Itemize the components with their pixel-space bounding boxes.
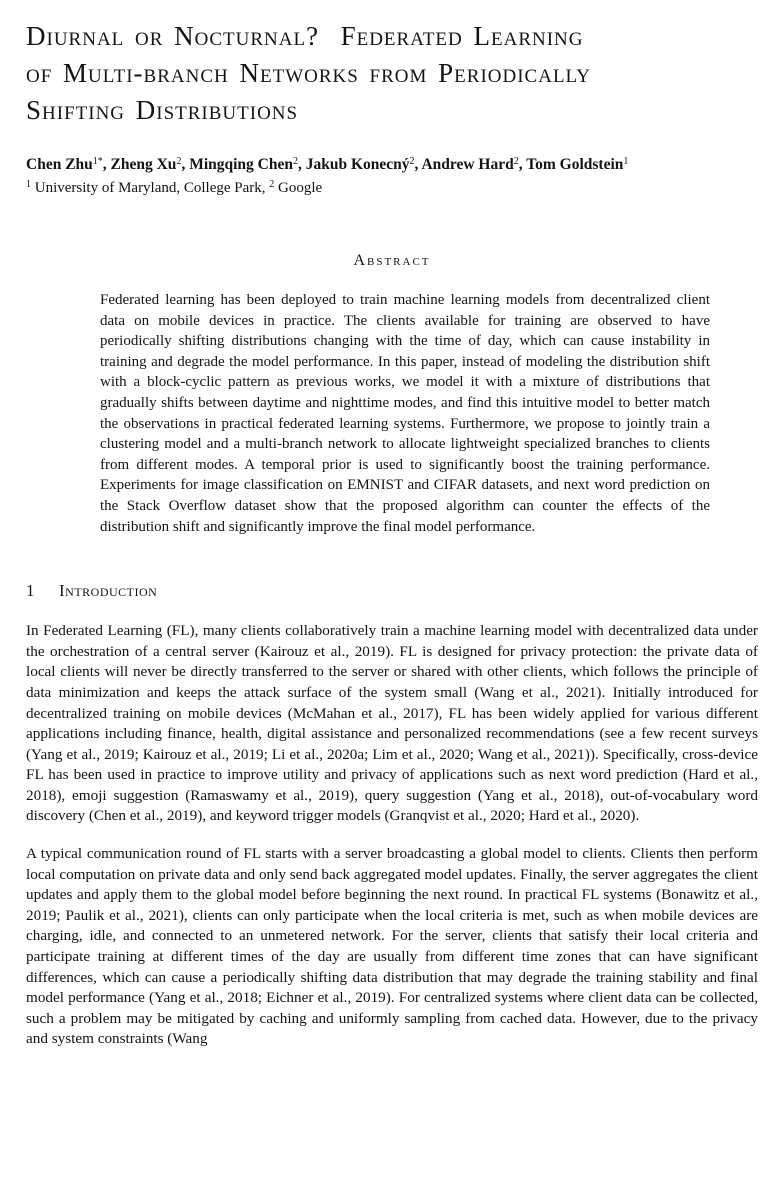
author-name: Mingqing Chen	[189, 156, 293, 173]
affiliation-text-1: University of Maryland, College Park,	[31, 180, 270, 196]
author-4	[306, 156, 422, 173]
section-heading-introduction	[26, 581, 758, 601]
title-line-2: of Multi-branch Networks from Periodically	[26, 58, 591, 88]
author-affiliation-sup: 2	[513, 156, 519, 167]
author-separator: ,	[181, 156, 190, 173]
author-name: Zheng Xu	[110, 156, 177, 173]
author-affiliation-sup: 1	[623, 156, 629, 167]
author-line	[26, 155, 758, 175]
section-title: Introduction	[59, 581, 158, 601]
author-separator: ,	[518, 156, 527, 173]
intro-paragraph-2: A typical communication round of FL starts with a server broadcasting a global model to clients. Clients then perform local computation on private data and only send back aggregated model updates. Finally, the server aggregates the client updates and apply them to the global model before beginning the next round. In practical FL systems (Bonawitz et al., 2019; Paulik et al., 2021), clients can only participate when the local criteria is met, such as when mobile devices are charging, idle, and connected to an unmetered network. For the server, clients that satisfy their local criteria and participate training at different times of the day are usually from different time zones that can have significant differences, which can cause a periodically shifting data distribution that may degrade the training stability and final model performance (Yang et al., 2018; Eichner et al., 2019). For centralized systems where client data can be collected, such a problem may be mitigated by caching and uniformly sampling from cached data. However, due to the privacy and system constraints (Wang	[26, 845, 758, 1048]
affiliation-text-2: Google	[274, 180, 323, 196]
affiliation-sup-2: 2	[269, 179, 275, 190]
paper-title	[26, 18, 758, 129]
author-affiliation-sup: 1*	[92, 156, 103, 167]
affiliation-sup-1: 1	[26, 179, 31, 190]
author-separator: ,	[414, 156, 422, 173]
author-separator: ,	[102, 156, 111, 173]
author-affiliation-sup: 2	[409, 156, 415, 167]
author-name: Jakub Konecný	[305, 156, 410, 173]
author-affiliation-sup: 2	[176, 156, 182, 167]
author-6	[526, 156, 628, 173]
affiliation-line	[26, 178, 758, 198]
author-separator: ,	[297, 156, 306, 173]
author-1	[26, 156, 111, 173]
abstract-text: Federated learning has been deployed to train machine learning models from decentralized client data on mobile devices in practice. The clients available for training are observed to have periodically shifting distributions changing with the time of day, which can cause instability in training and degrade the model performance. In this paper, instead of modeling the distribution shift with a block-cyclic pattern as previous works, we model it with a mixture of distributions that gradually shifts between daytime and nighttime modes, and find this intuitive model to better match the observations in practical federated learning systems. Furthermore, we propose to jointly train a clustering model and a multi-branch network to allocate lightweight specialized branches to clients from different modes. A temporal prior is used to significantly boost the training performance. Experiments for image classification on EMNIST and CIFAR datasets, and next word prediction on the Stack Overflow dataset show that the proposed algorithm can counter the effects of the distribution shift and significantly improve the final model performance.	[100, 292, 710, 535]
author-5	[421, 156, 526, 173]
title-line-1: Diurnal or Nocturnal? Federated Learning	[26, 21, 584, 51]
abstract-heading: Abstract	[353, 252, 431, 269]
author-name: Tom Goldstein	[526, 156, 624, 173]
section-number: 1	[26, 581, 35, 601]
author-affiliation-sup: 2	[292, 156, 298, 167]
title-line-3: Shifting Distributions	[26, 95, 299, 125]
intro-paragraph-1: In Federated Learning (FL), many clients collaboratively train a machine learning model with decentralized data under the orchestration of a central server (Kairouz et al., 2019). FL is designed for privacy protection: the private data of local clients will never be directly transferred to the server or shared with other clients, which follows the principle of data minimization and keeps the attack surface of the system small (Wang et al., 2021). Initially introduced for decentralized training on mobile devices (McMahan et al., 2017), FL has been widely applied for various different applications including finance, health, digital assistance and personalized recommendations (see a few recent surveys (Yang et al., 2019; Kairouz et al., 2019; Li et al., 2020a; Lim et al., 2020; Wang et al., 2021)). Specifically, cross-device FL has been used in practice to improve utility and privacy of applications such as next word prediction (Hard et al., 2018), emoji suggestion (Ramaswamy et al., 2019), query suggestion (Yang et al., 2018), out-of-vocabulary word discovery (Chen et al., 2019), and keyword trigger models (Granqvist et al., 2020; Hard et al., 2020).	[26, 622, 758, 825]
author-2	[111, 156, 190, 173]
author-name: Chen Zhu	[26, 156, 93, 173]
author-3	[189, 156, 306, 173]
author-name: Andrew Hard	[421, 156, 514, 173]
